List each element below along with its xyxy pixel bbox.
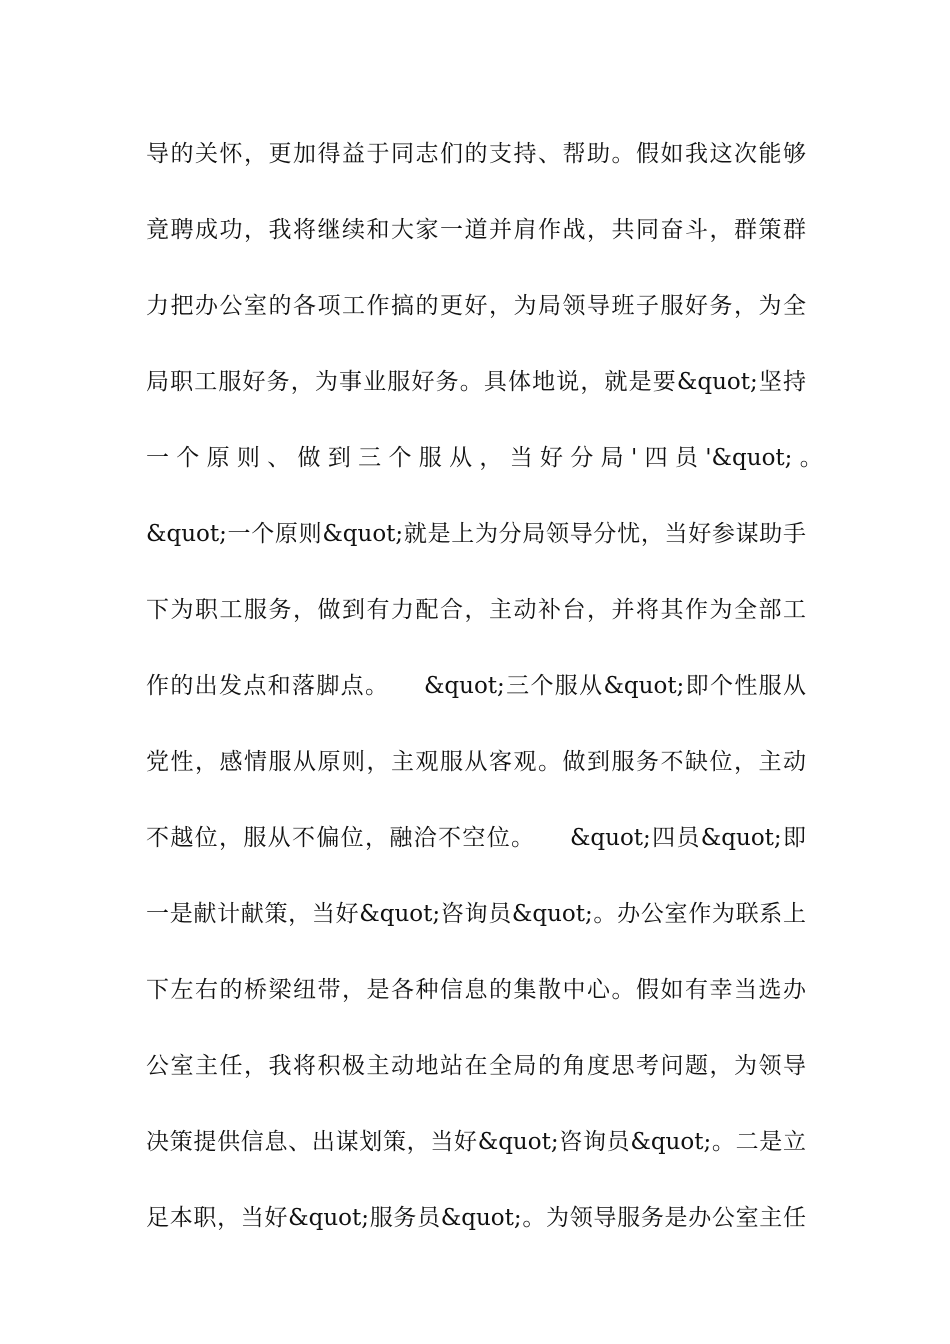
body-text-line: 公室主任，我将积极主动地站在全局的角度思考问题，为领导 — [146, 1053, 806, 1079]
body-text-line: 力把办公室的各项工作搞的更好，为局领导班子服好务，为全 — [146, 293, 806, 319]
body-text-line: 不越位，服从不偏位，融洽不空位。 &quot;四员&quot;即 — [146, 825, 806, 851]
body-text-line: 竟聘成功，我将继续和大家一道并肩作战，共同奋斗，群策群 — [146, 217, 806, 243]
body-text-line: 党性，感情服从原则，主观服从客观。做到服务不缺位，主动 — [146, 749, 806, 775]
body-text-line: 一是献计献策，当好&quot;咨询员&quot;。办公室作为联系上 — [146, 901, 806, 927]
body-text-line: 下为职工服务，做到有力配合，主动补台，并将其作为全部工 — [146, 597, 806, 623]
body-text-line: 决策提供信息、出谋划策，当好&quot;咨询员&quot;。二是立 — [146, 1129, 806, 1155]
body-text-line: 作的出发点和落脚点。 &quot;三个服从&quot;即个性服从 — [146, 673, 806, 699]
body-text-line: 导的关怀，更加得益于同志们的支持、帮助。假如我这次能够 — [146, 141, 806, 167]
body-text-line: &quot;一个原则&quot;就是上为分局领导分忧，当好参谋助手 — [146, 521, 806, 547]
body-text-line: 一 个 原 则 、 做 到 三 个 服 从 ， 当 好 分 局 ' 四 员 '&quot; 。 — [146, 445, 823, 471]
body-text-line: 下左右的桥梁纽带，是各种信息的集散中心。假如有幸当选办 — [146, 977, 806, 1003]
body-text-line: 局职工服好务，为事业服好务。具体地说，就是要&quot;坚持 — [146, 369, 806, 395]
body-text-line: 足本职，当好&quot;服务员&quot;。为领导服务是办公室主任 — [146, 1205, 806, 1231]
